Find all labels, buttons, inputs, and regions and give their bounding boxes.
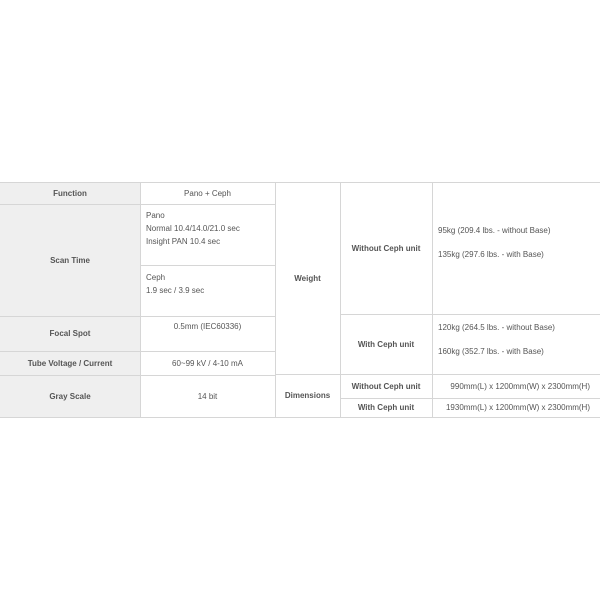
function-label: Function (53, 188, 87, 198)
dimensions-without-ceph-value: 990mm(L) x 1200mm(W) x 2300mm(H) (450, 381, 590, 391)
ceph-line-1: 1.9 sec / 3.9 sec (146, 286, 205, 295)
dimensions-without-ceph-label: Without Ceph unit (351, 381, 421, 391)
tube-value: 60~99 kV / 4-10 mA (172, 358, 243, 368)
weight-without-ceph-label: Without Ceph unit (351, 243, 421, 253)
function-value: Pano + Ceph (184, 188, 231, 198)
dimensions-with-ceph-value: 1930mm(L) x 1200mm(W) x 2300mm(H) (445, 403, 590, 412)
focal-spot-label: Focal Spot (49, 329, 91, 338)
tube-label: Tube Voltage / Current (27, 358, 113, 368)
dimensions-with-ceph-label: With Ceph unit (357, 403, 415, 412)
weight-without-ceph-line-1: 95kg (209.4 lbs. - without Base) (438, 226, 551, 235)
weight-with-ceph-line-1: 120kg (264.5 lbs. - without Base) (438, 323, 555, 332)
ceph-title: Ceph (146, 273, 166, 282)
scan-time-label: Scan Time (50, 255, 90, 265)
weight-with-ceph-values (432, 321, 600, 371)
weight-label: Weight (294, 273, 321, 283)
gray-scale-value: 14 bit (197, 391, 218, 401)
scan-time-pano (140, 209, 275, 265)
weight-spacer (438, 334, 600, 345)
pano-title: Pano (146, 211, 165, 220)
focal-spot-value: 0.5mm (IEC60336) (173, 322, 242, 331)
dimensions-label: Dimensions (284, 391, 331, 400)
pano-line-2: Insight PAN 10.4 sec (146, 237, 221, 246)
weight-spacer (438, 237, 600, 248)
pano-line-1: Normal 10.4/14.0/21.0 sec (146, 224, 240, 233)
scan-time-ceph (140, 271, 275, 316)
weight-without-ceph-line-2: 135kg (297.6 lbs. - with Base) (438, 250, 544, 259)
gray-scale-label: Gray Scale (49, 391, 91, 401)
weight-with-ceph-line-2: 160kg (352.7 lbs. - with Base) (438, 347, 544, 356)
weight-with-ceph-label: With Ceph unit (357, 339, 415, 349)
weight-without-ceph-values (432, 224, 600, 274)
